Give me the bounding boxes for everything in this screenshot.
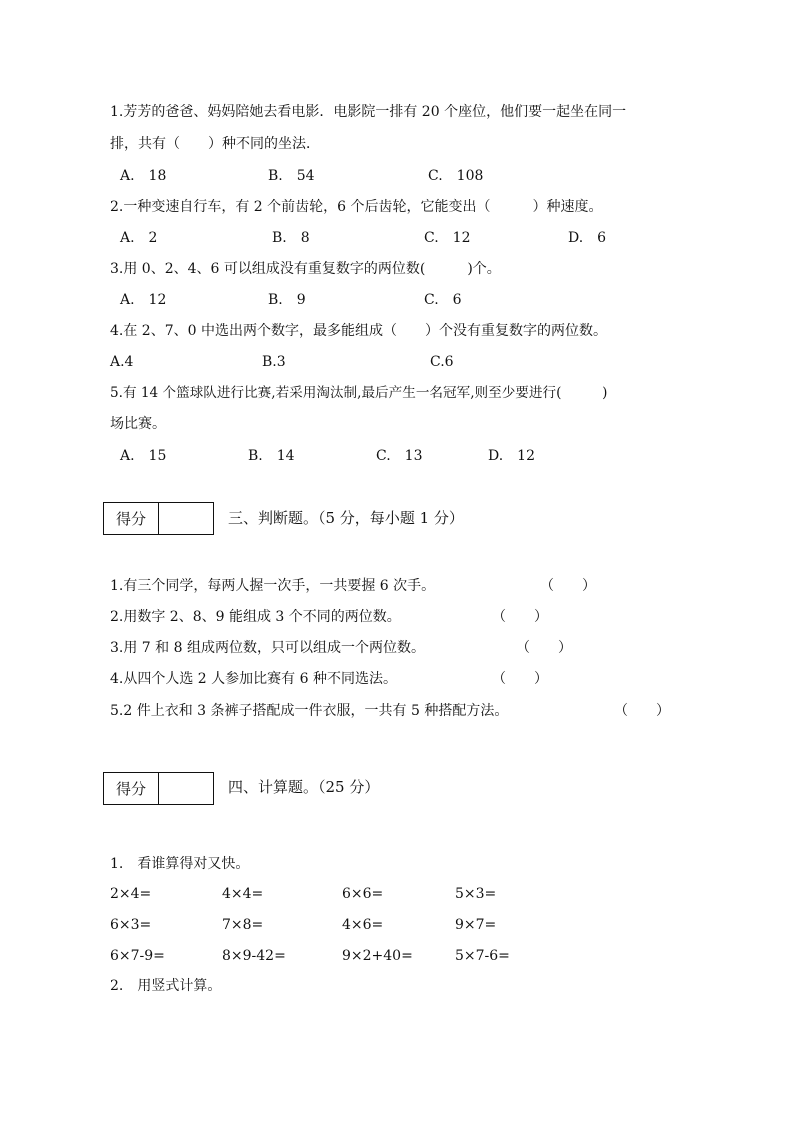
judgement-2-text: 2.用数字 2、8、9 能组成 3 个不同的两位数。 (110, 609, 401, 625)
score-blank (159, 503, 213, 534)
question-4-option-a: A.4 (110, 354, 134, 370)
question-4-option-b: B.3 (262, 354, 286, 370)
question-5-line1: 5.有 14 个篮球队进行比赛,若采用淘汰制,最后产生一名冠军,则至少要进行( ) (110, 385, 608, 401)
calc-expression: 8×9-42= (222, 948, 286, 964)
question-3-option-c: C. 6 (424, 292, 462, 308)
score-blank (159, 773, 213, 804)
calc-subheading-2: 2. 用竖式计算。 (110, 978, 222, 994)
question-5-option-d: D. 12 (488, 448, 535, 464)
question-2-option-a: A. 2 (120, 230, 158, 246)
judgement-5-paren: （ ） (614, 703, 670, 719)
calc-expression: 7×8= (222, 917, 264, 933)
calc-expression: 2×4= (110, 886, 152, 902)
judgement-5-text: 5.2 件上衣和 3 条裤子搭配成一件衣服，一共有 5 种搭配方法。 (110, 703, 509, 719)
calc-expression: 4×4= (222, 886, 264, 902)
section3-title: 三、判断题。（5 分，每小题 1 分） (228, 509, 464, 527)
score-box-section3 (103, 502, 214, 535)
judgement-4-paren: （ ） (492, 671, 548, 687)
question-5-line2: 场比赛。 (110, 416, 166, 432)
judgement-1-text: 1.有三个同学，每两人握一次手，一共要握 6 次手。 (110, 578, 436, 594)
question-3-option-b: B. 9 (268, 292, 306, 308)
question-2-option-c: C. 12 (424, 230, 471, 246)
calc-expression: 5×3= (455, 886, 497, 902)
question-4-option-c: C.6 (430, 354, 454, 370)
score-box-section4 (103, 772, 214, 805)
calc-expression: 6×7-9= (110, 948, 165, 964)
question-5-option-a: A. 15 (120, 448, 167, 464)
judgement-3-paren: （ ） (516, 640, 572, 656)
question-5-option-c: C. 13 (376, 448, 423, 464)
question-1-line1: 1.芳芳的爸爸、妈妈陪她去看电影．电影院一排有 20 个座位，他们要一起坐在同一 (110, 104, 627, 120)
question-2-text: 2.一种变速自行车，有 2 个前齿轮，6 个后齿轮，它能变出（ ）种速度。 (110, 199, 603, 215)
question-1-line2: 排，共有（ ）种不同的坐法． (110, 136, 320, 152)
judgement-3-text: 3.用 7 和 8 组成两位数，只可以组成一个两位数。 (110, 640, 425, 656)
judgement-4-text: 4.从四个人选 2 人参加比赛有 6 种不同选法。 (110, 671, 397, 687)
calc-expression: 9×7= (455, 917, 497, 933)
question-3-option-a: A. 12 (120, 292, 167, 308)
calc-expression: 4×6= (342, 917, 384, 933)
question-5-option-b: B. 14 (248, 448, 295, 464)
section4-title: 四、计算题。（25 分） (228, 778, 380, 796)
question-1-option-a: A. 18 (120, 168, 167, 184)
question-1-option-b: B. 54 (268, 168, 315, 184)
score-label: 得分 (104, 773, 159, 804)
calc-subheading-1: 1. 看谁算得对又快。 (110, 856, 250, 872)
calc-expression: 6×3= (110, 917, 152, 933)
question-3-text: 3.用 0、2、4、6 可以组成没有重复数字的两位数( )个。 (110, 261, 501, 277)
question-2-option-b: B. 8 (272, 230, 310, 246)
calc-expression: 9×2+40= (342, 948, 413, 964)
question-1-option-c: C. 108 (428, 168, 484, 184)
calc-expression: 5×7-6= (455, 948, 510, 964)
question-2-option-d: D. 6 (568, 230, 607, 246)
judgement-1-paren: （ ） (540, 578, 596, 594)
judgement-2-paren: （ ） (492, 609, 548, 625)
calc-expression: 6×6= (342, 886, 384, 902)
question-4-text: 4.在 2、7、0 中选出两个数字，最多能组成（ ）个没有重复数字的两位数。 (110, 323, 607, 339)
score-label: 得分 (104, 503, 159, 534)
